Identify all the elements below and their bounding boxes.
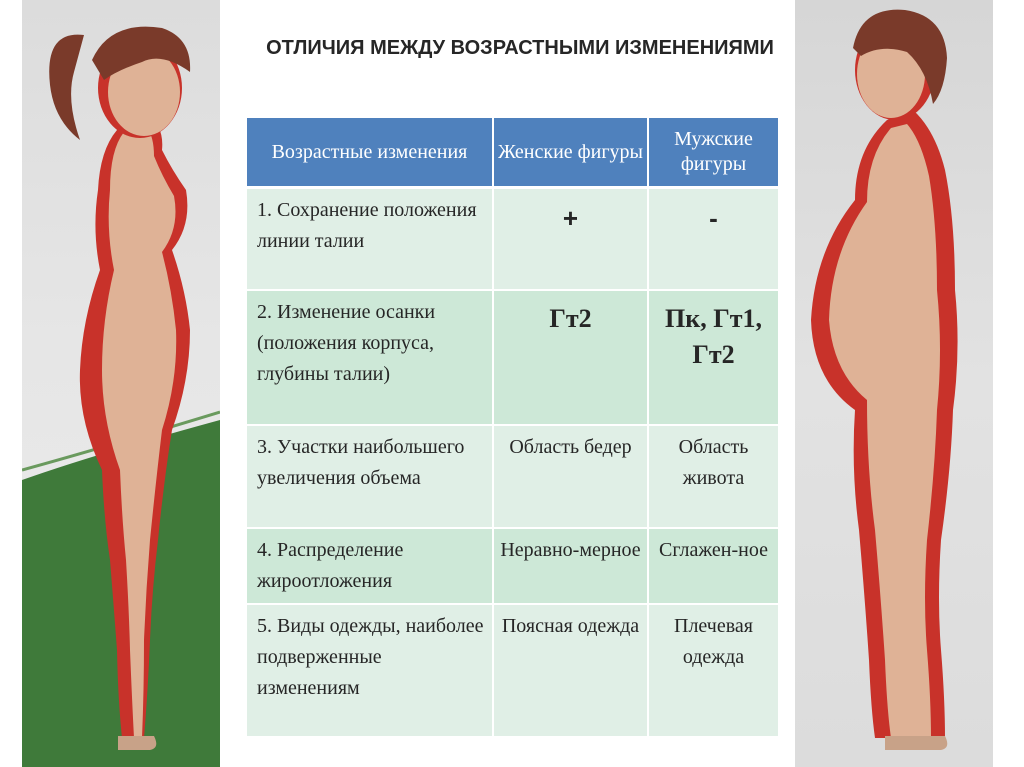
table-row [247,605,778,738]
female-value: Поясная одежда [494,605,649,738]
table-row [247,426,778,529]
table-row [247,529,778,605]
male-value: Пк, Гт1, Гт2 [649,291,778,426]
female-value: Неравно-мерное [494,529,649,605]
male-value: Область живота [649,426,778,529]
table-row [247,189,778,291]
female-figure-image [22,0,220,767]
comparison-table [247,118,778,738]
male-value: Плечевая одежда [649,605,778,738]
female-value: Гт2 [494,291,649,426]
row-label: 2. Изменение осанки (положения корпуса, глубины талии) [247,291,494,426]
row-label: 5. Виды одежды, наиболее подверженные изменениям [247,605,494,738]
header-male-figures: Мужские фигуры [649,118,778,189]
row-label: 4. Распределение жироотложения [247,529,494,605]
table-header-row [247,118,778,189]
row-label: 3. Участки наибольшего увеличения объема [247,426,494,529]
table-row [247,291,778,426]
female-value: Область бедер [494,426,649,529]
male-value: - [649,189,778,291]
female-value: + [494,189,649,291]
header-age-changes: Возрастные изменения [247,118,494,189]
slide-title: ОТЛИЧИЯ МЕЖДУ ВОЗРАСТНЫМИ ИЗМЕНЕНИЯМИ [266,37,774,59]
male-value: Сглажен-ное [649,529,778,605]
row-label: 1. Сохранение положения линии талии [247,189,494,291]
male-figure-image [795,0,993,767]
header-female-figures: Женские фигуры [494,118,649,189]
